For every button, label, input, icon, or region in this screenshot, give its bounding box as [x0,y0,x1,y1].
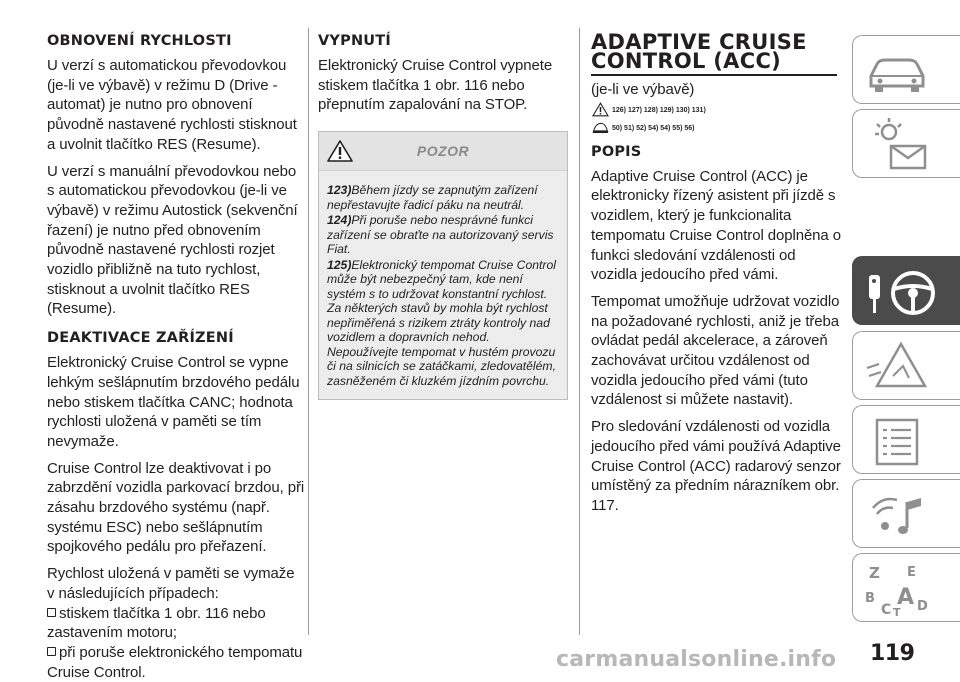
tab-car-overview[interactable] [852,35,960,104]
svg-text:Z: Z [869,564,880,582]
warning-item: 123)Během jízdy se zapnutým zařízení nepřestavujte řadicí páku na neutrál. [327,183,538,212]
paragraph: U verzí s automatickou převodovkou (je-li ve výbavě) v režimu D (Drive - automat) je nutno pro obnovení původně nastavené rychlosti stisknout a uvolnit tlačítko RES (Resume). [47,57,297,153]
warning-lights-icon [863,116,933,172]
alphabet-index-icon [863,560,933,618]
list-item: stiskem tlačítka 1 obr. 116 nebo zastavením motoru; [47,604,266,642]
page-number: 119 [870,641,915,666]
maintenance-list-icon [863,412,933,468]
svg-text:B: B [865,591,875,606]
tab-warning-lights[interactable] [852,109,960,178]
warning-item: 125)Elektronický tempomat Cruise Control může být nebezpečný tam, kde není systém s to udržovat konstantní rychlost. Za některých stavů by mohla být rychlost nepřiměřená s rizikem ztráty kontroly nad vozidlem a dopravních nehod. Nepoužívejte tempomat v hustém provozu či na silnicích se zatáčkami, zledovatělém, zasněženém či kluzkém jízdním povrchu. [327,257,556,388]
list-item: při poruše elektronického tempomatu Cruise Control. [47,643,303,681]
attention-hand-icon [592,120,609,135]
paragraph: Pro sledování vzdálenosti od vozidla jedoucího před vámi používá Adaptive Cruise Control (ACC) radarový senzor umístěný za předním nárazníkem obr. 117. [591,418,841,514]
checkbox-bullet-icon [47,647,56,656]
section-title: ADAPTIVE CRUISE [591,30,807,54]
svg-text:A: A [897,585,915,610]
warning-box [318,131,568,400]
footer-watermark: carmanualsonline.info [556,647,837,672]
paragraph: Elektronický Cruise Control vypnete stiskem tlačítka 1 obr. 116 nebo přepnutím zapalování na STOP. [318,57,553,114]
svg-text:E: E [907,565,916,580]
section-title: CONTROL (ACC) [591,49,782,73]
tab-maintenance[interactable] [852,405,960,474]
column-middle [318,33,568,400]
warning-references: 126) 127) 128) 129) 130) 131) [612,102,841,120]
car-icon [863,42,933,98]
tab-emergency[interactable] [852,331,960,400]
warning-title: POZOR [416,143,470,160]
title-underline [591,74,837,76]
road-hazard-icon [863,338,933,394]
heading-switch-off: VYPNUTÍ [318,33,391,49]
column-divider [579,28,580,635]
tab-index[interactable] [852,553,960,622]
tab-starting-driving[interactable] [852,256,960,325]
subtitle: (je-li ve výbavě) [591,81,695,98]
paragraph: Rychlost uložená v paměti se vymaže v následujících případech: [47,565,295,602]
paragraph: Tempomat umožňuje udržovat vozidlo na požadované rychlosti, aniž je třeba ovládat pedál akcelerace, a zároveň zachovávat určitou vzdálenost od vozidla jedoucího před vámi (tuto vzdálenost si můžete nastavit). [591,292,840,409]
paragraph: Cruise Control lze deaktivovat i po zabrzdění vozidla parkovací brzdou, při zásahu brzdového systému (např. systému ESC) nebo sešlápnutím spojkového pedálu pro přeřazení. [47,459,305,556]
column-right [591,30,841,523]
paragraph: Adaptive Cruise Control (ACC) je elektronicky řízený asistent při jízdě s vozidlem, který je funkcionalita tempomatu Cruise Control doplněna o funkci sledování vzdálenosti od vozidla jedoucího před vámi. [591,167,841,284]
key-steering-wheel-icon [863,263,943,321]
attention-references: 50) 51) 52) 54) 54) 55) 56) [612,120,841,138]
heading-resume-speed: OBNOVENÍ RYCHLOSTI [47,33,232,49]
paragraph: U verzí s manuální převodovkou nebo s automatickou převodovkou (je-li ve výbavě) v režimu Autostick (sekvenční řazení) je nutno před obnovením původně nastavené rychlosti rozjet vozidlo přibližně na tuto rychlost, stisknout a uvolnit tlačítko RES (Resume). [47,162,298,318]
warning-header [319,132,567,171]
warning-item: 124)Při poruše nebo nesprávné funkci zařízení se obraťte na autorizovaný servis Fiat. [327,213,554,257]
heading-deactivation: DEAKTIVACE ZAŘÍZENÍ [47,330,234,347]
tab-multimedia[interactable] [852,479,960,548]
column-left [47,33,305,682]
checkbox-bullet-icon [47,608,56,617]
column-divider [308,28,309,635]
heading-description: POPIS [591,143,642,160]
svg-text:C: C [881,602,892,618]
paragraph: Elektronický Cruise Control se vypne lehkým sešlápnutím brzdového pedálu nebo stiskem tlačítka CANC; hodnota rychlosti uložená v paměti se tím nevymaže. [47,354,300,450]
warning-body [319,171,567,399]
media-music-icon [863,486,933,542]
svg-text:T: T [893,606,901,618]
svg-text:D: D [917,599,928,614]
warning-triangle-icon [592,102,609,117]
